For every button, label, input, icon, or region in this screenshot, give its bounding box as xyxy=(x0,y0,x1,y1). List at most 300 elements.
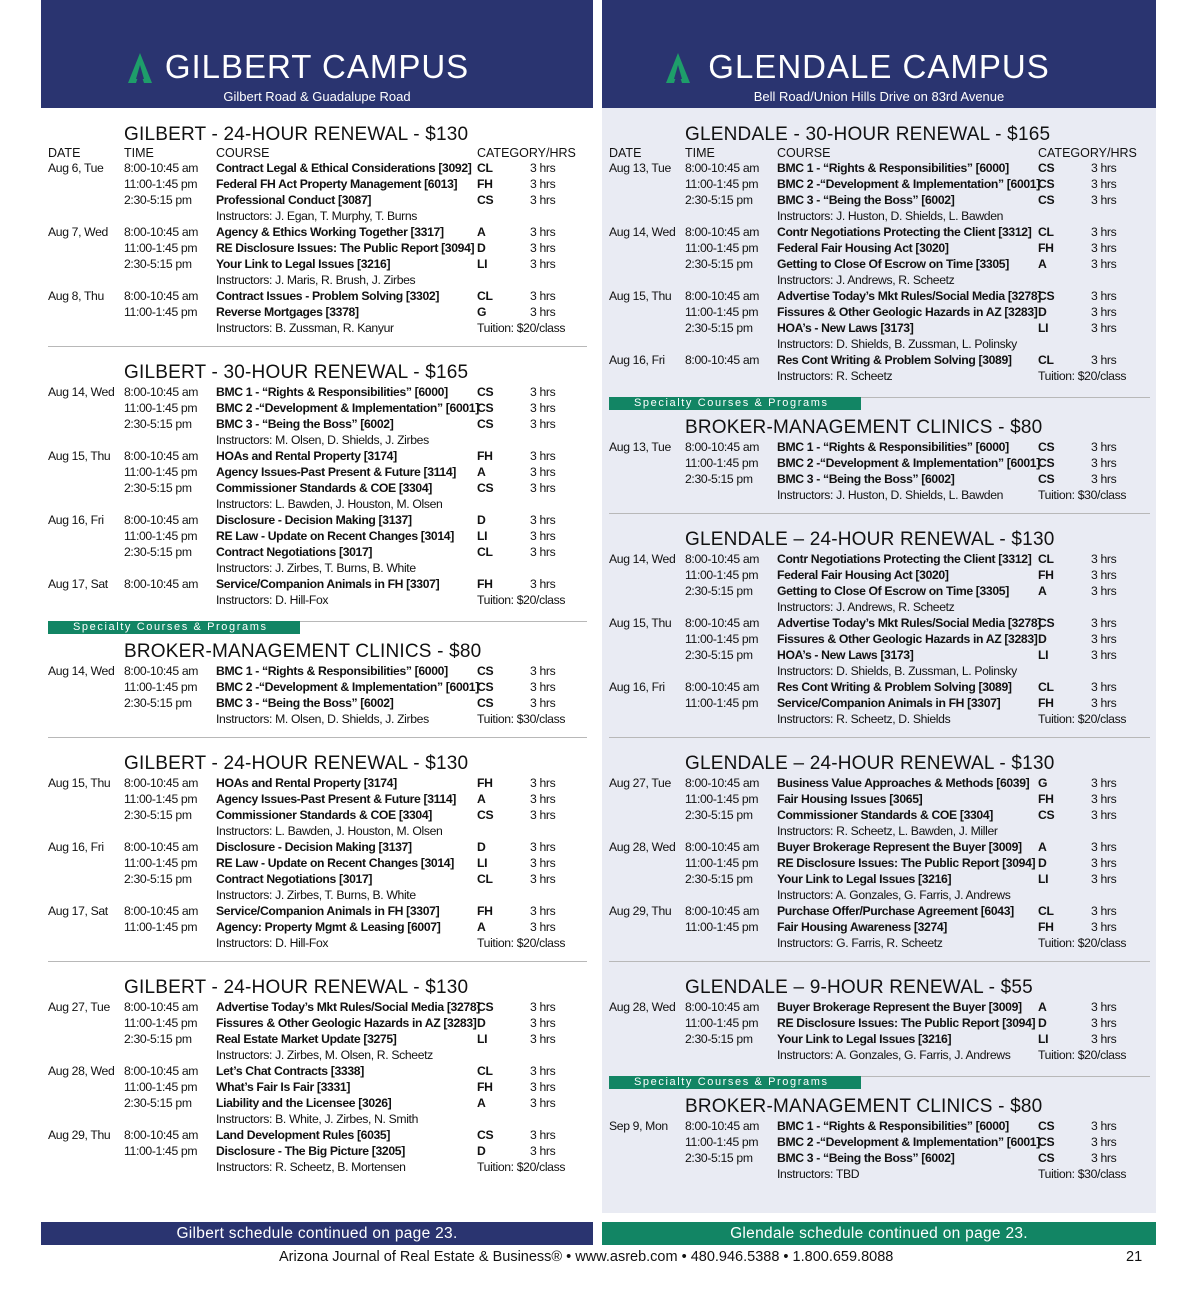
course-name: Real Estate Market Update [3275] xyxy=(216,1032,397,1046)
course-hours: 3 hrs xyxy=(530,904,556,918)
gilbert-continued-note: Gilbert schedule continued on page 23. xyxy=(41,1222,593,1245)
course-hours: 3 hrs xyxy=(1091,472,1117,486)
glendale-banner xyxy=(602,0,1156,108)
course-hours: 3 hrs xyxy=(1091,808,1117,822)
course-name: Your Link to Legal Issues [3216] xyxy=(216,257,391,271)
course-row xyxy=(609,192,1150,208)
course-category: FH xyxy=(477,449,493,463)
course-hours: 3 hrs xyxy=(530,289,556,303)
course-hours: 3 hrs xyxy=(530,1144,556,1158)
course-row xyxy=(48,400,587,416)
course-time: 8:00-10:45 am xyxy=(685,552,760,566)
tuition: Tuition: $20/class xyxy=(477,936,566,950)
course-time: 2:30-5:15 pm xyxy=(685,1032,753,1046)
course-row xyxy=(609,160,1150,176)
course-hours: 3 hrs xyxy=(1091,856,1117,870)
course-time: 2:30-5:15 pm xyxy=(685,872,753,886)
instructors: Instructors: J. Huston, D. Shields, L. Bawden xyxy=(777,209,1004,223)
course-time: 11:00-1:45 pm xyxy=(685,1135,759,1149)
schedule-section xyxy=(609,1096,1150,1182)
instructors: Instructors: D. Hill-Fox xyxy=(216,593,329,607)
campus-title: GLENDALE CAMPUS xyxy=(708,48,1050,85)
course-hours: 3 hrs xyxy=(530,305,556,319)
instructors-row xyxy=(609,208,1150,224)
course-name: BMC 3 - “Being the Boss” [6002] xyxy=(216,417,394,431)
course-hours: 3 hrs xyxy=(1091,776,1117,790)
course-row xyxy=(48,871,587,887)
course-row xyxy=(48,256,587,272)
course-hours: 3 hrs xyxy=(1091,177,1117,191)
course-name: Contract Issues - Problem Solving [3302] xyxy=(216,289,440,303)
campus-title: GILBERT CAMPUS xyxy=(164,48,470,85)
instructors: Instructors: J. Andrews, R. Scheetz xyxy=(777,600,955,614)
course-row xyxy=(609,240,1150,256)
instructors: Instructors: R. Scheetz xyxy=(777,369,893,383)
course-row xyxy=(48,240,587,256)
course-hours: 3 hrs xyxy=(1091,289,1117,303)
course-row xyxy=(609,999,1150,1015)
instructors: Instructors: G. Farris, R. Scheetz xyxy=(777,936,943,950)
course-time: 11:00-1:45 pm xyxy=(124,241,198,255)
course-category: CS xyxy=(1038,616,1055,630)
course-row xyxy=(48,160,587,176)
course-hours: 3 hrs xyxy=(1091,353,1117,367)
instructors: Instructors: D. Shields, B. Zussman, L. Polinsky xyxy=(777,337,1017,351)
course-name: HOA’s - New Laws [3173] xyxy=(777,648,914,662)
course-name: Commissioner Standards & COE [3304] xyxy=(777,808,993,822)
instructors: Instructors: D. Hill-Fox xyxy=(216,936,329,950)
instructors-row xyxy=(48,320,587,336)
course-date: Aug 29, Thu xyxy=(609,904,672,918)
course-category: D xyxy=(477,513,486,527)
column-header xyxy=(609,146,1150,160)
instructors-row xyxy=(48,1111,587,1127)
course-date: Aug 15, Thu xyxy=(609,616,672,630)
course-name: Contr Negotiations Protecting the Client [3312] xyxy=(777,552,1032,566)
campus-address: Gilbert Road & Guadalupe Road xyxy=(223,89,411,104)
course-category: D xyxy=(1038,1016,1047,1030)
course-name: BMC 1 - “Rights & Responsibilities” [6000] xyxy=(777,161,1009,175)
course-category: FH xyxy=(477,776,493,790)
course-row xyxy=(48,1079,587,1095)
instructors-row xyxy=(609,599,1150,615)
instructors: Instructors: B. White, J. Zirbes, N. Smith xyxy=(216,1112,419,1126)
course-date: Aug 16, Fri xyxy=(48,840,104,854)
course-time: 8:00-10:45 am xyxy=(685,225,760,239)
instructors-row xyxy=(609,336,1150,352)
instructors: Instructors: J. Egan, T. Murphy, T. Burns xyxy=(216,209,418,223)
course-category: CL xyxy=(477,161,493,175)
date-header: DATE xyxy=(609,146,642,160)
course-hours: 3 hrs xyxy=(1091,1151,1117,1165)
course-row xyxy=(48,663,587,679)
course-hours: 3 hrs xyxy=(1091,305,1117,319)
course-row xyxy=(609,647,1150,663)
course-name: BMC 1 - “Rights & Responsibilities” [6000] xyxy=(777,440,1009,454)
course-category: CS xyxy=(1038,456,1055,470)
course-time: 2:30-5:15 pm xyxy=(124,193,192,207)
section-divider xyxy=(609,513,1150,514)
course-hours: 3 hrs xyxy=(530,696,556,710)
course-name: Contract Negotiations [3017] xyxy=(216,545,373,559)
course-category: A xyxy=(477,920,486,934)
specialty-banner xyxy=(609,397,1150,417)
course-hours: 3 hrs xyxy=(1091,440,1117,454)
instructors-row xyxy=(48,432,587,448)
time-header: TIME xyxy=(685,146,715,160)
course-hours: 3 hrs xyxy=(1091,1016,1117,1030)
course-name: Liability and the Licensee [3026] xyxy=(216,1096,392,1110)
specialty-divider xyxy=(861,397,1150,398)
course-name: Federal Fair Housing Act [3020] xyxy=(777,568,949,582)
course-name: BMC 1 - “Rights & Responsibilities” [6000] xyxy=(777,1119,1009,1133)
course-time: 8:00-10:45 am xyxy=(124,289,199,303)
course-name: Service/Companion Animals in FH [3307] xyxy=(216,577,440,591)
course-hours: 3 hrs xyxy=(530,680,556,694)
course-name: Getting to Close Of Escrow on Time [3305] xyxy=(777,257,1009,271)
course-time: 2:30-5:15 pm xyxy=(124,481,192,495)
instructors-row xyxy=(609,1166,1150,1182)
course-time: 11:00-1:45 pm xyxy=(124,465,198,479)
course-hours: 3 hrs xyxy=(1091,904,1117,918)
instructors: Instructors: J. Maris, R. Brush, J. Zirbes xyxy=(216,273,416,287)
course-time: 8:00-10:45 am xyxy=(685,1000,760,1014)
course-date: Aug 16, Fri xyxy=(609,680,665,694)
course-hours: 3 hrs xyxy=(530,1016,556,1030)
course-row xyxy=(48,1143,587,1159)
course-name: Agency: Property Mgmt & Leasing [6007] xyxy=(216,920,441,934)
course-name: Contr Negotiations Protecting the Client [3312] xyxy=(777,225,1032,239)
course-row xyxy=(609,679,1150,695)
course-row xyxy=(48,192,587,208)
course-category: CS xyxy=(1038,177,1055,191)
course-category: FH xyxy=(1038,241,1054,255)
course-hours: 3 hrs xyxy=(530,417,556,431)
course-name: RE Disclosure Issues: The Public Report [3094] xyxy=(777,856,1036,870)
course-name: BMC 1 - “Rights & Responsibilities” [6000] xyxy=(216,664,448,678)
course-date: Aug 15, Thu xyxy=(48,449,111,463)
course-name: Buyer Brokerage Represent the Buyer [3009] xyxy=(777,1000,1022,1014)
course-row xyxy=(48,384,587,400)
course-time: 8:00-10:45 am xyxy=(685,616,760,630)
course-name: Getting to Close Of Escrow on Time [3305] xyxy=(777,584,1009,598)
course-row xyxy=(48,1015,587,1031)
course-category: CL xyxy=(477,872,493,886)
tuition: Tuition: $30/class xyxy=(1038,488,1127,502)
instructors-row xyxy=(609,887,1150,903)
course-time: 8:00-10:45 am xyxy=(124,1128,199,1142)
section-title: GILBERT - 24-HOUR RENEWAL - $130 xyxy=(124,977,469,998)
course-category: LI xyxy=(1038,648,1049,662)
course-time: 2:30-5:15 pm xyxy=(124,808,192,822)
section-title: GLENDALE – 24-HOUR RENEWAL - $130 xyxy=(685,753,1055,774)
course-hours: 3 hrs xyxy=(530,1128,556,1142)
course-time: 11:00-1:45 pm xyxy=(124,1080,198,1094)
campus-address: Bell Road/Union Hills Drive on 83rd Avenue xyxy=(753,89,1005,104)
specialty-divider xyxy=(300,621,587,622)
course-date: Aug 14, Wed xyxy=(609,552,676,566)
course-name: Professional Conduct [3087] xyxy=(216,193,372,207)
instructors-row xyxy=(609,823,1150,839)
course-category: A xyxy=(1038,584,1047,598)
course-hours: 3 hrs xyxy=(530,225,556,239)
course-hours: 3 hrs xyxy=(530,481,556,495)
course-hours: 3 hrs xyxy=(1091,680,1117,694)
tuition: Tuition: $20/class xyxy=(477,1160,566,1174)
course-name: Disclosure - Decision Making [3137] xyxy=(216,513,412,527)
course-name: BMC 3 - “Being the Boss” [6002] xyxy=(777,472,955,486)
course-name: Purchase Offer/Purchase Agreement [6043] xyxy=(777,904,1014,918)
instructors: Instructors: J. Zirbes, T. Burns, B. White xyxy=(216,888,416,902)
course-row xyxy=(609,256,1150,272)
course-category: LI xyxy=(1038,321,1049,335)
course-time: 11:00-1:45 pm xyxy=(685,792,759,806)
instructors: Instructors: M. Olsen, D. Shields, J. Zirbes xyxy=(216,712,429,726)
instructors-row xyxy=(48,823,587,839)
course-time: 2:30-5:15 pm xyxy=(685,648,753,662)
course-hours: 3 hrs xyxy=(1091,568,1117,582)
course-row xyxy=(609,471,1150,487)
course-hours: 3 hrs xyxy=(530,577,556,591)
course-name: Agency & Ethics Working Together [3317] xyxy=(216,225,444,239)
course-row xyxy=(609,288,1150,304)
course-category: CS xyxy=(477,1000,494,1014)
course-row xyxy=(48,288,587,304)
course-hours: 3 hrs xyxy=(1091,456,1117,470)
course-time: 11:00-1:45 pm xyxy=(124,529,198,543)
course-name: Agency Issues-Past Present & Future [3114] xyxy=(216,792,456,806)
instructors-row xyxy=(48,887,587,903)
course-name: BMC 2 -“Development & Implementation” [6001] xyxy=(777,1135,1040,1149)
course-name: BMC 2 -“Development & Implementation” [6001] xyxy=(216,680,479,694)
course-category: D xyxy=(1038,632,1047,646)
schedule-section xyxy=(48,362,587,608)
course-name: Fissures & Other Geologic Hazards in AZ [3283] xyxy=(216,1016,477,1030)
course-name: Advertise Today’s Mkt Rules/Social Media [3278] xyxy=(216,1000,480,1014)
course-hours: 3 hrs xyxy=(1091,241,1117,255)
course-hours: 3 hrs xyxy=(530,1080,556,1094)
course-hours: 3 hrs xyxy=(530,161,556,175)
course-category: FH xyxy=(1038,696,1054,710)
course-name: Your Link to Legal Issues [3216] xyxy=(777,1032,952,1046)
course-row xyxy=(48,1031,587,1047)
instructors: Instructors: R. Scheetz, B. Mortensen xyxy=(216,1160,406,1174)
instructors-row xyxy=(48,560,587,576)
course-row xyxy=(48,528,587,544)
course-hours: 3 hrs xyxy=(530,1096,556,1110)
course-time: 8:00-10:45 am xyxy=(124,1064,199,1078)
course-hours: 3 hrs xyxy=(530,193,556,207)
section-title: GLENDALE - 30-HOUR RENEWAL - $165 xyxy=(685,124,1051,145)
course-row xyxy=(609,615,1150,631)
publication-footer: Arizona Journal of Real Estate & Business® • www.asreb.com • 480.946.5388 • 1.800.659.8088 xyxy=(279,1249,894,1265)
course-category: CL xyxy=(1038,353,1054,367)
course-name: Res Cont Writing & Problem Solving [3089] xyxy=(777,680,1012,694)
course-row xyxy=(609,1118,1150,1134)
course-row xyxy=(609,455,1150,471)
gilbert-schedule xyxy=(48,124,587,1175)
course-hours: 3 hrs xyxy=(1091,1119,1117,1133)
specialty-label: Specialty Courses & Programs xyxy=(609,397,861,410)
course-row xyxy=(48,1063,587,1079)
course-row xyxy=(48,416,587,432)
instructors-row xyxy=(609,1047,1150,1063)
course-row xyxy=(48,480,587,496)
course-row xyxy=(609,304,1150,320)
course-row xyxy=(48,544,587,560)
course-hours: 3 hrs xyxy=(1091,257,1117,271)
page-number: 21 xyxy=(1126,1249,1143,1265)
course-hours: 3 hrs xyxy=(1091,1135,1117,1149)
course-name: BMC 2 -“Development & Implementation” [6001] xyxy=(777,177,1040,191)
course-name: Fair Housing Issues [3065] xyxy=(777,792,923,806)
course-time: 8:00-10:45 am xyxy=(685,440,760,454)
gilbert-banner xyxy=(41,0,593,108)
course-name: Fissures & Other Geologic Hazards in AZ [3283] xyxy=(777,632,1038,646)
course-category: G xyxy=(477,305,487,319)
course-row xyxy=(48,224,587,240)
instructors-row xyxy=(48,592,587,608)
course-hours: 3 hrs xyxy=(530,1000,556,1014)
course-time: 8:00-10:45 am xyxy=(124,513,199,527)
course-date: Aug 27, Tue xyxy=(48,1000,110,1014)
course-time: 8:00-10:45 am xyxy=(124,840,199,854)
course-name: BMC 1 - “Rights & Responsibilities” [6000] xyxy=(216,385,448,399)
gilbert-column xyxy=(41,0,593,1213)
glendale-continued-note: Glendale schedule continued on page 23. xyxy=(602,1222,1156,1245)
course-row xyxy=(609,871,1150,887)
course-category: A xyxy=(477,465,486,479)
course-name: Business Value Approaches & Methods [6039] xyxy=(777,776,1030,790)
course-row xyxy=(609,775,1150,791)
course-category: LI xyxy=(1038,872,1049,886)
course-hours: 3 hrs xyxy=(530,465,556,479)
course-time: 11:00-1:45 pm xyxy=(124,680,198,694)
course-row xyxy=(609,1150,1150,1166)
column-header xyxy=(48,146,587,160)
schedule-section xyxy=(48,753,587,951)
course-name: Res Cont Writing & Problem Solving [3089] xyxy=(777,353,1012,367)
course-category: FH xyxy=(477,577,493,591)
specialty-label: Specialty Courses & Programs xyxy=(609,1076,861,1089)
instructors-row xyxy=(48,272,587,288)
course-hours: 3 hrs xyxy=(1091,632,1117,646)
course-hours: 3 hrs xyxy=(1091,648,1117,662)
course-row xyxy=(48,1127,587,1143)
instructors: Instructors: D. Shields, B. Zussman, L. Polinsky xyxy=(777,664,1017,678)
course-date: Aug 6, Tue xyxy=(48,161,104,175)
course-name: BMC 3 - “Being the Boss” [6002] xyxy=(777,1151,955,1165)
course-hours: 3 hrs xyxy=(530,529,556,543)
section-divider xyxy=(609,737,1150,738)
course-time: 11:00-1:45 pm xyxy=(124,792,198,806)
course-date: Aug 15, Thu xyxy=(609,289,672,303)
course-row xyxy=(609,320,1150,336)
course-row xyxy=(48,464,587,480)
course-time: 8:00-10:45 am xyxy=(124,449,199,463)
course-hours: 3 hrs xyxy=(530,241,556,255)
schedule-section xyxy=(609,977,1150,1063)
course-row xyxy=(48,775,587,791)
course-time: 2:30-5:15 pm xyxy=(124,417,192,431)
course-date: Aug 7, Wed xyxy=(48,225,108,239)
instructors-row xyxy=(609,935,1150,951)
course-time: 2:30-5:15 pm xyxy=(685,472,753,486)
course-category: CS xyxy=(1038,440,1055,454)
course-category: D xyxy=(477,241,486,255)
course-category: CS xyxy=(1038,161,1055,175)
course-time: 2:30-5:15 pm xyxy=(124,1032,192,1046)
course-name: What’s Fair Is Fair [3331] xyxy=(216,1080,351,1094)
course-hours: 3 hrs xyxy=(530,808,556,822)
course-name: Buyer Brokerage Represent the Buyer [3009] xyxy=(777,840,1022,854)
course-row xyxy=(48,176,587,192)
course-category: CL xyxy=(1038,904,1054,918)
instructors-row xyxy=(48,496,587,512)
tuition: Tuition: $30/class xyxy=(477,712,566,726)
course-row xyxy=(609,919,1150,935)
course-time: 11:00-1:45 pm xyxy=(124,401,198,415)
course-row xyxy=(48,791,587,807)
tuition: Tuition: $20/class xyxy=(477,593,566,607)
course-row xyxy=(48,999,587,1015)
course-category: CS xyxy=(477,417,494,431)
course-header: COURSE xyxy=(216,146,270,160)
course-time: 2:30-5:15 pm xyxy=(685,257,753,271)
course-name: Advertise Today’s Mkt Rules/Social Media [3278] xyxy=(777,289,1041,303)
course-name: Fair Housing Awareness [3274] xyxy=(777,920,948,934)
course-hours: 3 hrs xyxy=(530,664,556,678)
instructors-row xyxy=(609,272,1150,288)
course-date: Aug 13, Tue xyxy=(609,440,671,454)
course-time: 2:30-5:15 pm xyxy=(685,584,753,598)
course-hours: 3 hrs xyxy=(1091,321,1117,335)
course-time: 11:00-1:45 pm xyxy=(685,177,759,191)
tuition: Tuition: $20/class xyxy=(477,321,566,335)
course-row xyxy=(48,1095,587,1111)
course-category: CS xyxy=(477,696,494,710)
course-hours: 3 hrs xyxy=(530,385,556,399)
course-hours: 3 hrs xyxy=(1091,584,1117,598)
specialty-label: Specialty Courses & Programs xyxy=(48,621,300,634)
course-category: FH xyxy=(1038,792,1054,806)
course-row xyxy=(609,791,1150,807)
course-time: 11:00-1:45 pm xyxy=(685,1016,759,1030)
schedule-section xyxy=(48,977,587,1175)
course-row xyxy=(609,352,1150,368)
course-category: D xyxy=(1038,305,1047,319)
course-time: 2:30-5:15 pm xyxy=(124,1096,192,1110)
course-category: CS xyxy=(1038,1135,1055,1149)
course-date: Aug 15, Thu xyxy=(48,776,111,790)
date-header: DATE xyxy=(48,146,81,160)
schedule-section xyxy=(609,529,1150,727)
course-time: 8:00-10:45 am xyxy=(685,1119,760,1133)
schedule-section xyxy=(609,753,1150,951)
course-category: CS xyxy=(477,680,494,694)
course-time: 11:00-1:45 pm xyxy=(124,177,198,191)
course-category: CS xyxy=(477,401,494,415)
course-category: A xyxy=(1038,840,1047,854)
course-category: LI xyxy=(477,529,488,543)
course-time: 11:00-1:45 pm xyxy=(685,456,759,470)
course-category: CS xyxy=(477,664,494,678)
instructors: Instructors: L. Bawden, J. Houston, M. Olsen xyxy=(216,824,443,838)
course-time: 8:00-10:45 am xyxy=(685,353,760,367)
section-title: BROKER-MANAGEMENT CLINICS - $80 xyxy=(685,417,1043,438)
course-date: Aug 27, Tue xyxy=(609,776,671,790)
section-divider xyxy=(48,961,587,962)
